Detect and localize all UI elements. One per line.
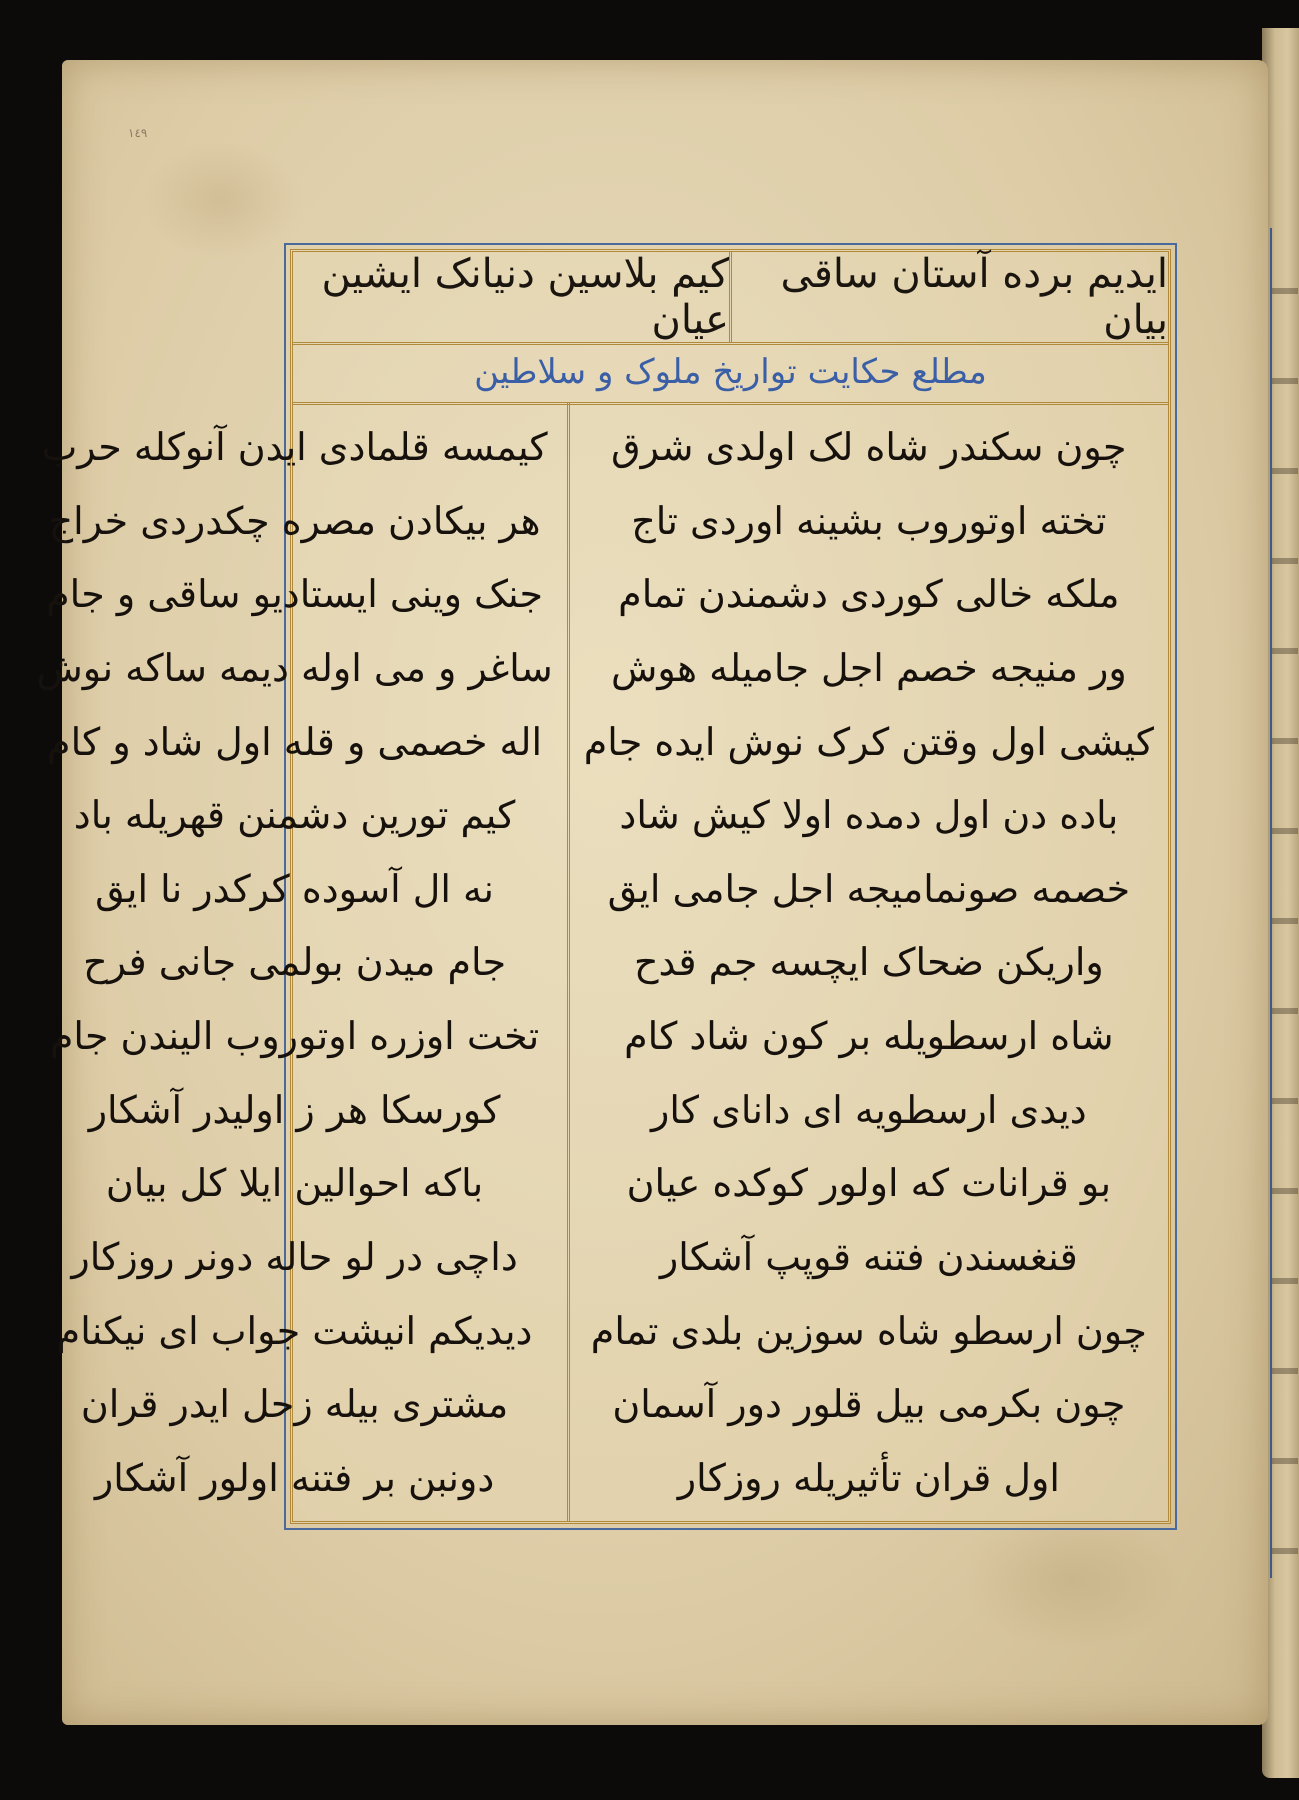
verse-line: ور منیجه خصم اجل جامیله هوش: [610, 645, 1127, 690]
verse-line: خصمه صونمامیجه اجل جامی ایق: [607, 866, 1131, 911]
verse-line: تخته اوتوروب بشینه اوردی تاج: [631, 498, 1107, 543]
verse-line: داچی در لو حاله دونر روزکار: [71, 1235, 518, 1280]
verse-column-left: [22, 402, 566, 1521]
verse-line: ساغر و می اوله دیمه ساکه نوش: [36, 645, 553, 690]
verse-line: اول قران تأثیریله روزکار: [677, 1455, 1060, 1500]
header-hemistich-left: کیم بلاسین دنیانک ایشین عیان: [321, 251, 729, 343]
verse-line: تخت اوزره اوتوروب الیندن جام: [49, 1014, 540, 1059]
text-block-frame: [36, 243, 1177, 1530]
verse-line: باده دن اول دمده اولا کیش شاد: [619, 793, 1119, 838]
verse-column-right: [567, 402, 1168, 1521]
verse-line: جنک وینی ایستادیو ساقی و جام: [46, 572, 543, 617]
verse-line: دیدیکم انیشت جواب ای نیکنام: [56, 1308, 533, 1353]
folio-number: ١٤٩: [128, 126, 148, 140]
section-heading: مطلع حکایت تواریخ ملوک و سلاطین: [293, 342, 1168, 405]
verse-line: هر بیکادن مصره چکدردی خراج: [48, 498, 541, 543]
verse-line: ملکه خالی کوردی دشمندن تمام: [618, 572, 1120, 617]
verse-line: بو قرانات که اولور کوکده عیان: [626, 1161, 1112, 1206]
verse-line: کورسکا هر ز اولیدر آشکار: [88, 1087, 501, 1132]
verse-line: مشتری بیله زحل ایدر قران: [80, 1382, 509, 1427]
verse-line: دیدی ارسطویه ای دانای کار: [651, 1087, 1087, 1132]
header-hemistich-right: ایدیم برده آستان ساقی بیان: [729, 252, 1168, 342]
paper-stain: [962, 1510, 1182, 1650]
verse-line: کیشی اول وقتن کرک نوش ایده جام: [583, 719, 1154, 764]
verse-line: چون ارسطو شاه سوزین بلدی تمام: [590, 1308, 1147, 1353]
verse-line: چون سکندر شاه لک اولدی شرق: [611, 425, 1127, 469]
verse-line: قنغسندن فتنه قوپپ آشکار: [659, 1235, 1078, 1280]
verse-line: جام میدن بولمی جانی فرح: [83, 940, 507, 985]
verse-line: چون بکرمی بیل قلور دور آسمان: [612, 1382, 1126, 1427]
header-couplet: [293, 252, 1168, 345]
verse-line: اله خصمی و قله اول شاد و کام: [47, 719, 543, 764]
verse-line: کیم تورین دشمنن قهریله باد: [73, 793, 516, 838]
verse-line: دونبن بر فتنه اولور آشکار: [94, 1455, 495, 1500]
verse-line: باکه احوالین ایلا کل بیان: [105, 1161, 484, 1206]
verse-line: شاه ارسطویله بر کون شاد کام: [624, 1014, 1114, 1059]
verse-line: کیمسه قلمادی ایدن آنوکله حرب: [41, 425, 548, 469]
adjacent-folio-text-strip: [1270, 228, 1298, 1578]
verse-line: واریکن ضحاک ایچسه جم قدح: [633, 940, 1104, 985]
verse-line: نه ال آسوده کرکدر نا ایق: [95, 866, 494, 911]
gold-ruled-frame: [36, 249, 1171, 1524]
verse-columns: [36, 402, 1168, 1521]
paper-stain: [142, 140, 302, 260]
